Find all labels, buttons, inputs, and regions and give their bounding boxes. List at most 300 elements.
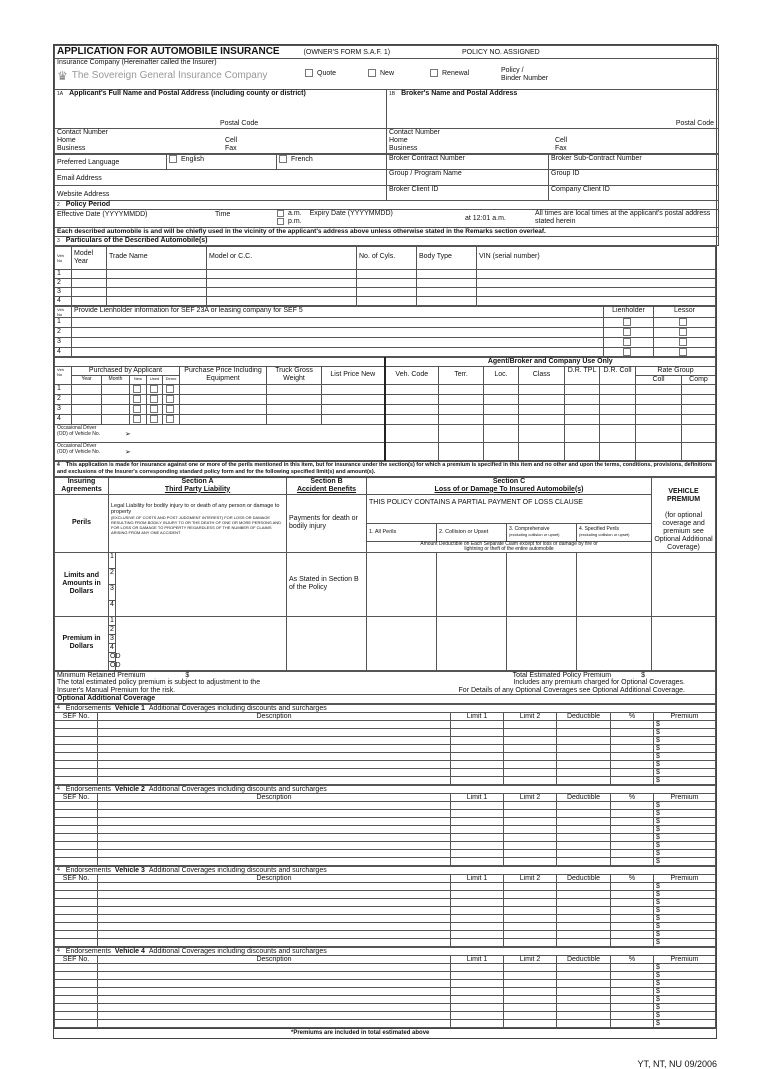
input-cell[interactable] [504, 818, 557, 826]
input-cell[interactable] [557, 745, 611, 753]
input-cell[interactable] [484, 424, 519, 442]
input-cell[interactable] [322, 385, 385, 395]
input-cell[interactable] [504, 931, 557, 939]
input-cell[interactable] [600, 414, 636, 424]
input-cell[interactable] [439, 385, 484, 395]
input-cell[interactable] [636, 442, 682, 460]
input-cell[interactable] [577, 552, 652, 616]
premium-field[interactable]: $ [654, 980, 716, 988]
input-cell[interactable] [600, 395, 636, 405]
input-cell[interactable] [557, 769, 611, 777]
input-cell[interactable] [98, 907, 451, 915]
premium-field[interactable]: $ [654, 842, 716, 850]
input-cell[interactable] [484, 442, 519, 460]
input-cell[interactable] [504, 745, 557, 753]
input-cell[interactable] [367, 616, 437, 670]
input-cell[interactable] [611, 850, 654, 858]
input-cell[interactable] [55, 737, 98, 745]
new-checkbox[interactable] [133, 405, 141, 413]
input-cell[interactable] [451, 737, 504, 745]
input-cell[interactable] [565, 442, 600, 460]
input-cell[interactable] [504, 1020, 557, 1028]
lienholder-info-field[interactable] [72, 327, 604, 337]
premium-field[interactable]: $ [654, 777, 716, 785]
lienholder-checkbox[interactable] [623, 328, 631, 336]
input-cell[interactable] [55, 1012, 98, 1020]
input-cell[interactable] [180, 414, 267, 424]
input-cell[interactable] [611, 1012, 654, 1020]
input-cell[interactable] [451, 721, 504, 729]
input-cell[interactable] [98, 964, 451, 972]
input-cell[interactable] [385, 385, 439, 395]
input-cell[interactable] [98, 1012, 451, 1020]
input-cell[interactable] [611, 1020, 654, 1028]
input-cell[interactable] [504, 899, 557, 907]
input-cell[interactable] [98, 834, 451, 842]
premium-field[interactable]: $ [654, 899, 716, 907]
input-cell[interactable] [98, 988, 451, 996]
input-cell[interactable] [557, 899, 611, 907]
input-cell[interactable] [451, 761, 504, 769]
new-checkbox[interactable] [133, 385, 141, 393]
section-a-premium-field[interactable] [116, 616, 287, 670]
input-cell[interactable] [451, 939, 504, 947]
input-cell[interactable] [55, 834, 98, 842]
input-cell[interactable] [55, 810, 98, 818]
input-cell[interactable] [682, 442, 716, 460]
input-cell[interactable] [55, 988, 98, 996]
new-checkbox[interactable] [133, 415, 141, 423]
input-cell[interactable] [557, 923, 611, 931]
input-cell[interactable] [557, 729, 611, 737]
input-cell[interactable] [451, 842, 504, 850]
input-cell[interactable] [98, 745, 451, 753]
input-cell[interactable] [507, 552, 577, 616]
lienholder-info-field[interactable] [72, 318, 604, 328]
input-cell[interactable] [55, 777, 98, 785]
group-name-field[interactable]: Group / Program Name [387, 170, 549, 186]
premium-field[interactable]: $ [654, 1004, 716, 1012]
input-cell[interactable] [611, 964, 654, 972]
input-cell[interactable] [504, 883, 557, 891]
input-cell[interactable] [107, 270, 207, 279]
input-cell[interactable] [98, 761, 451, 769]
broker-contact-field[interactable] [387, 129, 719, 154]
input-cell[interactable] [504, 802, 557, 810]
input-cell[interactable] [437, 616, 507, 670]
input-cell[interactable] [557, 826, 611, 834]
input-cell[interactable] [55, 826, 98, 834]
premium-field[interactable]: $ [654, 745, 716, 753]
input-cell[interactable] [611, 769, 654, 777]
input-cell[interactable] [55, 915, 98, 923]
input-cell[interactable] [565, 385, 600, 395]
input-cell[interactable] [55, 721, 98, 729]
input-cell[interactable] [72, 297, 107, 306]
input-cell[interactable] [565, 414, 600, 424]
input-cell[interactable] [451, 907, 504, 915]
input-cell[interactable] [98, 721, 451, 729]
input-cell[interactable] [417, 279, 477, 288]
input-cell[interactable] [611, 834, 654, 842]
input-cell[interactable] [98, 899, 451, 907]
demo-checkbox[interactable] [166, 405, 174, 413]
lessor-checkbox[interactable] [679, 338, 687, 346]
input-cell[interactable] [451, 915, 504, 923]
input-cell[interactable] [557, 964, 611, 972]
input-cell[interactable] [504, 1012, 557, 1020]
input-cell[interactable] [451, 729, 504, 737]
input-cell[interactable] [504, 777, 557, 785]
input-cell[interactable] [180, 395, 267, 405]
input-cell[interactable] [557, 753, 611, 761]
input-cell[interactable] [107, 288, 207, 297]
premium-field[interactable]: $ [654, 769, 716, 777]
input-cell[interactable] [557, 891, 611, 899]
input-cell[interactable] [504, 834, 557, 842]
input-cell[interactable] [55, 761, 98, 769]
input-cell[interactable] [600, 424, 636, 442]
input-cell[interactable] [557, 907, 611, 915]
input-cell[interactable] [385, 395, 439, 405]
email-field[interactable]: Email Address [55, 170, 387, 186]
input-cell[interactable] [98, 883, 451, 891]
premium-field[interactable]: $ [654, 915, 716, 923]
input-cell[interactable] [180, 405, 267, 415]
input-cell[interactable] [611, 915, 654, 923]
input-cell[interactable] [439, 424, 484, 442]
section-a-limits-field[interactable] [116, 552, 287, 616]
input-cell[interactable] [682, 395, 716, 405]
input-cell[interactable] [477, 288, 716, 297]
section-b-limits-field[interactable]: As Stated in Section B of the Policy [287, 552, 367, 616]
input-cell[interactable] [652, 616, 716, 670]
input-cell[interactable] [611, 899, 654, 907]
input-cell[interactable] [600, 385, 636, 395]
input-cell[interactable] [504, 850, 557, 858]
input-cell[interactable] [55, 818, 98, 826]
input-cell[interactable] [55, 858, 98, 866]
input-cell[interactable] [98, 923, 451, 931]
new-checkbox[interactable] [368, 69, 376, 77]
input-cell[interactable] [451, 883, 504, 891]
input-cell[interactable] [611, 907, 654, 915]
input-cell[interactable] [504, 972, 557, 980]
premium-field[interactable]: $ [654, 802, 716, 810]
input-cell[interactable] [102, 385, 130, 395]
input-cell[interactable] [102, 395, 130, 405]
premium-field[interactable]: $ [654, 939, 716, 947]
input-cell[interactable] [439, 405, 484, 415]
input-cell[interactable] [611, 802, 654, 810]
input-cell[interactable] [385, 442, 439, 460]
new-checkbox[interactable] [133, 395, 141, 403]
input-cell[interactable] [98, 729, 451, 737]
input-cell[interactable] [484, 395, 519, 405]
input-cell[interactable] [611, 826, 654, 834]
input-cell[interactable] [357, 288, 417, 297]
input-cell[interactable] [611, 923, 654, 931]
demo-checkbox[interactable] [166, 395, 174, 403]
input-cell[interactable] [611, 1004, 654, 1012]
french-checkbox[interactable] [279, 155, 287, 163]
used-checkbox[interactable] [150, 395, 158, 403]
input-cell[interactable] [207, 270, 357, 279]
lessor-checkbox[interactable] [679, 328, 687, 336]
demo-checkbox[interactable] [166, 415, 174, 423]
input-cell[interactable] [611, 891, 654, 899]
input-cell[interactable] [557, 1020, 611, 1028]
input-cell[interactable] [322, 414, 385, 424]
input-cell[interactable] [557, 842, 611, 850]
input-cell[interactable] [55, 931, 98, 939]
input-cell[interactable] [98, 931, 451, 939]
input-cell[interactable] [611, 810, 654, 818]
premium-field[interactable]: $ [654, 923, 716, 931]
input-cell[interactable] [611, 842, 654, 850]
input-cell[interactable] [417, 297, 477, 306]
input-cell[interactable] [98, 1004, 451, 1012]
input-cell[interactable] [557, 818, 611, 826]
lienholder-checkbox[interactable] [623, 338, 631, 346]
input-cell[interactable] [102, 414, 130, 424]
input-cell[interactable] [357, 270, 417, 279]
demo-checkbox[interactable] [166, 385, 174, 393]
effective-date-field[interactable]: Effective Date (YYYYMMDD) [57, 211, 148, 218]
input-cell[interactable] [451, 931, 504, 939]
input-cell[interactable] [504, 964, 557, 972]
input-cell[interactable] [557, 972, 611, 980]
input-cell[interactable] [611, 858, 654, 866]
premium-field[interactable]: $ [654, 1020, 716, 1028]
input-cell[interactable] [451, 972, 504, 980]
input-cell[interactable] [611, 761, 654, 769]
input-cell[interactable] [682, 385, 716, 395]
input-cell[interactable] [98, 891, 451, 899]
input-cell[interactable] [322, 405, 385, 415]
input-cell[interactable] [504, 915, 557, 923]
premium-field[interactable]: $ [654, 761, 716, 769]
input-cell[interactable] [72, 270, 107, 279]
input-cell[interactable] [98, 980, 451, 988]
input-cell[interactable] [557, 939, 611, 947]
input-cell[interactable] [477, 279, 716, 288]
input-cell[interactable] [484, 414, 519, 424]
input-cell[interactable] [484, 385, 519, 395]
input-cell[interactable] [519, 405, 565, 415]
input-cell[interactable] [557, 850, 611, 858]
applicant-address-field[interactable] [55, 90, 387, 129]
premium-field[interactable]: $ [654, 1012, 716, 1020]
input-cell[interactable] [451, 802, 504, 810]
input-cell[interactable] [439, 442, 484, 460]
input-cell[interactable] [55, 842, 98, 850]
input-cell[interactable] [322, 395, 385, 405]
input-cell[interactable] [451, 769, 504, 777]
premium-field[interactable]: $ [654, 818, 716, 826]
lienholder-info-field[interactable] [72, 347, 604, 357]
input-cell[interactable] [98, 826, 451, 834]
input-cell[interactable] [557, 988, 611, 996]
premium-field[interactable]: $ [654, 931, 716, 939]
input-cell[interactable] [98, 1020, 451, 1028]
website-field[interactable]: Website Address [55, 186, 387, 201]
input-cell[interactable] [207, 297, 357, 306]
quote-checkbox[interactable] [305, 69, 313, 77]
input-cell[interactable] [565, 395, 600, 405]
input-cell[interactable] [504, 858, 557, 866]
input-cell[interactable] [98, 939, 451, 947]
input-cell[interactable] [557, 834, 611, 842]
input-cell[interactable] [636, 424, 682, 442]
input-cell[interactable] [557, 1012, 611, 1020]
input-cell[interactable] [519, 424, 565, 442]
input-cell[interactable] [519, 414, 565, 424]
input-cell[interactable] [55, 939, 98, 947]
input-cell[interactable] [611, 980, 654, 988]
input-cell[interactable] [55, 753, 98, 761]
lienholder-checkbox[interactable] [623, 318, 631, 326]
input-cell[interactable] [636, 395, 682, 405]
input-cell[interactable] [611, 753, 654, 761]
input-cell[interactable] [557, 858, 611, 866]
broker-address-field[interactable] [387, 90, 719, 129]
input-cell[interactable] [652, 552, 716, 616]
input-cell[interactable] [98, 858, 451, 866]
premium-field[interactable]: $ [654, 891, 716, 899]
input-cell[interactable] [98, 802, 451, 810]
input-cell[interactable] [207, 288, 357, 297]
input-cell[interactable] [357, 297, 417, 306]
input-cell[interactable] [451, 996, 504, 1004]
pm-checkbox[interactable] [277, 218, 284, 225]
input-cell[interactable] [98, 818, 451, 826]
premium-field[interactable]: $ [654, 850, 716, 858]
section-b-premium-field[interactable] [287, 616, 367, 670]
input-cell[interactable] [504, 721, 557, 729]
input-cell[interactable] [451, 1020, 504, 1028]
input-cell[interactable] [451, 980, 504, 988]
company-client-id-field[interactable]: Company Client ID [549, 186, 719, 201]
input-cell[interactable] [385, 424, 439, 442]
input-cell[interactable] [55, 729, 98, 737]
input-cell[interactable] [72, 279, 107, 288]
input-cell[interactable] [611, 883, 654, 891]
input-cell[interactable] [267, 414, 322, 424]
input-cell[interactable] [55, 907, 98, 915]
input-cell[interactable] [385, 414, 439, 424]
lienholder-info-field[interactable] [72, 337, 604, 347]
input-cell[interactable] [504, 907, 557, 915]
input-cell[interactable] [611, 996, 654, 1004]
premium-field[interactable]: $ [654, 810, 716, 818]
input-cell[interactable] [519, 442, 565, 460]
input-cell[interactable] [55, 745, 98, 753]
input-cell[interactable] [477, 270, 716, 279]
input-cell[interactable] [98, 777, 451, 785]
premium-field[interactable]: $ [654, 972, 716, 980]
input-cell[interactable] [504, 923, 557, 931]
input-cell[interactable] [477, 297, 716, 306]
premium-field[interactable]: $ [654, 834, 716, 842]
input-cell[interactable] [504, 939, 557, 947]
input-cell[interactable] [557, 810, 611, 818]
input-cell[interactable] [98, 753, 451, 761]
input-cell[interactable] [98, 842, 451, 850]
lessor-checkbox[interactable] [679, 318, 687, 326]
used-checkbox[interactable] [150, 405, 158, 413]
input-cell[interactable] [55, 1020, 98, 1028]
input-cell[interactable] [72, 385, 102, 395]
input-cell[interactable] [207, 279, 357, 288]
input-cell[interactable] [385, 405, 439, 415]
input-cell[interactable] [107, 279, 207, 288]
input-cell[interactable] [504, 1004, 557, 1012]
am-checkbox[interactable] [277, 210, 284, 217]
premium-field[interactable]: $ [654, 721, 716, 729]
input-cell[interactable] [611, 818, 654, 826]
input-cell[interactable] [611, 745, 654, 753]
input-cell[interactable] [72, 414, 102, 424]
input-cell[interactable] [55, 964, 98, 972]
premium-field[interactable]: $ [654, 858, 716, 866]
input-cell[interactable] [267, 385, 322, 395]
input-cell[interactable] [55, 980, 98, 988]
input-cell[interactable] [504, 810, 557, 818]
input-cell[interactable] [557, 802, 611, 810]
input-cell[interactable] [417, 270, 477, 279]
input-cell[interactable] [504, 996, 557, 1004]
input-cell[interactable] [682, 414, 716, 424]
input-cell[interactable] [72, 405, 102, 415]
input-cell[interactable] [451, 777, 504, 785]
input-cell[interactable] [55, 996, 98, 1004]
input-cell[interactable] [557, 721, 611, 729]
input-cell[interactable] [55, 1004, 98, 1012]
input-cell[interactable] [611, 729, 654, 737]
input-cell[interactable] [484, 405, 519, 415]
time-field[interactable]: Time [215, 211, 231, 218]
input-cell[interactable] [98, 810, 451, 818]
input-cell[interactable] [557, 1004, 611, 1012]
input-cell[interactable] [557, 931, 611, 939]
input-cell[interactable] [451, 988, 504, 996]
input-cell[interactable] [72, 288, 107, 297]
input-cell[interactable] [451, 834, 504, 842]
input-cell[interactable] [600, 405, 636, 415]
input-cell[interactable] [611, 931, 654, 939]
input-cell[interactable] [451, 818, 504, 826]
input-cell[interactable] [504, 729, 557, 737]
input-cell[interactable] [451, 923, 504, 931]
occasional-driver-field[interactable] [55, 442, 385, 460]
input-cell[interactable] [682, 405, 716, 415]
premium-field[interactable]: $ [654, 996, 716, 1004]
input-cell[interactable] [504, 769, 557, 777]
input-cell[interactable] [557, 996, 611, 1004]
input-cell[interactable] [504, 980, 557, 988]
applicant-contact-field[interactable] [55, 129, 387, 154]
input-cell[interactable] [507, 616, 577, 670]
input-cell[interactable] [98, 996, 451, 1004]
input-cell[interactable] [611, 737, 654, 745]
input-cell[interactable] [504, 842, 557, 850]
input-cell[interactable] [451, 745, 504, 753]
expiry-date-field[interactable]: Expiry Date (YYYYMMDD) [309, 210, 393, 217]
input-cell[interactable] [565, 424, 600, 442]
input-cell[interactable] [267, 395, 322, 405]
input-cell[interactable] [451, 810, 504, 818]
